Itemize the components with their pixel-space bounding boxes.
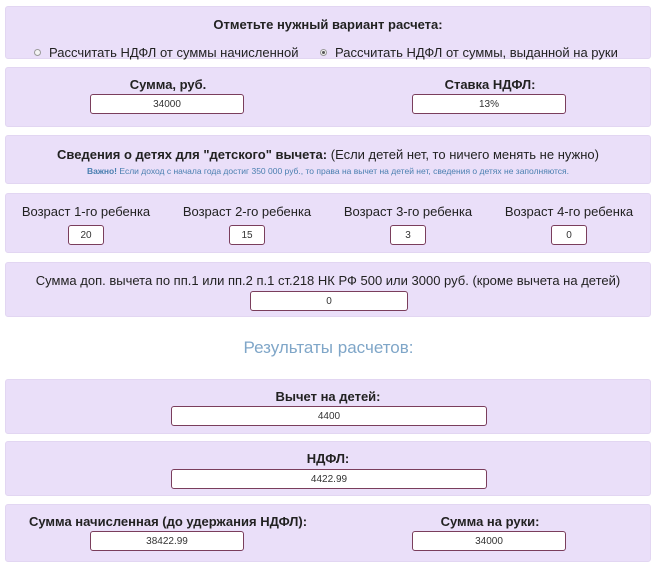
child-age-1	[6, 204, 166, 245]
extra-deduction-panel	[5, 262, 651, 317]
radio-net-icon[interactable]	[320, 49, 327, 56]
children-deduction-panel	[5, 379, 651, 434]
radio-option-net[interactable]	[320, 45, 618, 60]
children-info-panel	[5, 135, 651, 184]
sum-label: Сумма, руб.	[129, 77, 207, 92]
rate-input[interactable]	[412, 94, 566, 114]
radio-net-label[interactable]: Рассчитать НДФЛ от суммы, выданной на руки	[335, 45, 618, 60]
accrued-output[interactable]	[90, 531, 244, 551]
ndfl-label: НДФЛ:	[306, 451, 350, 466]
radio-accrued-icon[interactable]	[34, 49, 41, 56]
child-age-3-input[interactable]	[390, 225, 426, 245]
sum-input[interactable]	[90, 94, 244, 114]
extra-deduction-input[interactable]	[250, 291, 408, 311]
children-title	[6, 147, 650, 162]
child-age-4	[489, 204, 649, 245]
net-label: Сумма на руки:	[440, 514, 540, 529]
child-age-4-label: Возраст 4-го ребенка	[504, 204, 634, 219]
results-heading: Результаты расчетов:	[243, 338, 414, 357]
child-age-4-input[interactable]	[551, 225, 587, 245]
child-age-1-input[interactable]	[68, 225, 104, 245]
accrued-label: Сумма начисленная (до удержания НДФЛ):	[28, 514, 308, 529]
children-deduction-output[interactable]	[171, 406, 487, 426]
ndfl-output[interactable]	[171, 469, 487, 489]
child-age-2-label: Возраст 2-го ребенка	[182, 204, 312, 219]
child-age-1-label: Возраст 1-го ребенка	[21, 204, 151, 219]
totals-panel	[5, 504, 651, 562]
ndfl-panel	[5, 441, 651, 496]
radio-accrued-label[interactable]: Рассчитать НДФЛ от суммы начисленной	[49, 45, 299, 60]
child-age-3-label: Возраст 3-го ребенка	[343, 204, 473, 219]
child-age-2-input[interactable]	[229, 225, 265, 245]
radio-option-accrued[interactable]	[34, 45, 298, 60]
children-note	[6, 166, 650, 176]
extra-deduction-label: Сумма доп. вычета по пп.1 или пп.2 п.1 ст.218 НК РФ 500 или 3000 руб. (кроме вычета на детей)	[35, 273, 621, 288]
child-age-3	[328, 204, 488, 245]
children-title-rest: (Если детей нет, то ничего менять не нужно)	[327, 147, 599, 162]
children-note-rest: Если доход с начала года достиг 350 000 руб., то права на вычет на детей нет, сведения о детях не заполняются.	[117, 166, 570, 176]
children-ages-panel	[5, 193, 651, 253]
child-age-2	[167, 204, 327, 245]
rate-label: Ставка НДФЛ:	[444, 77, 536, 92]
calc-mode-title: Отметьте нужный вариант расчета:	[213, 17, 443, 32]
children-note-important: Важно!	[86, 166, 118, 176]
children-title-bold: Сведения о детях для "детского" вычета:	[57, 147, 328, 162]
calc-mode-panel	[5, 6, 651, 59]
children-deduction-label: Вычет на детей:	[275, 389, 381, 404]
sum-rate-panel	[5, 67, 651, 127]
net-output[interactable]	[412, 531, 566, 551]
